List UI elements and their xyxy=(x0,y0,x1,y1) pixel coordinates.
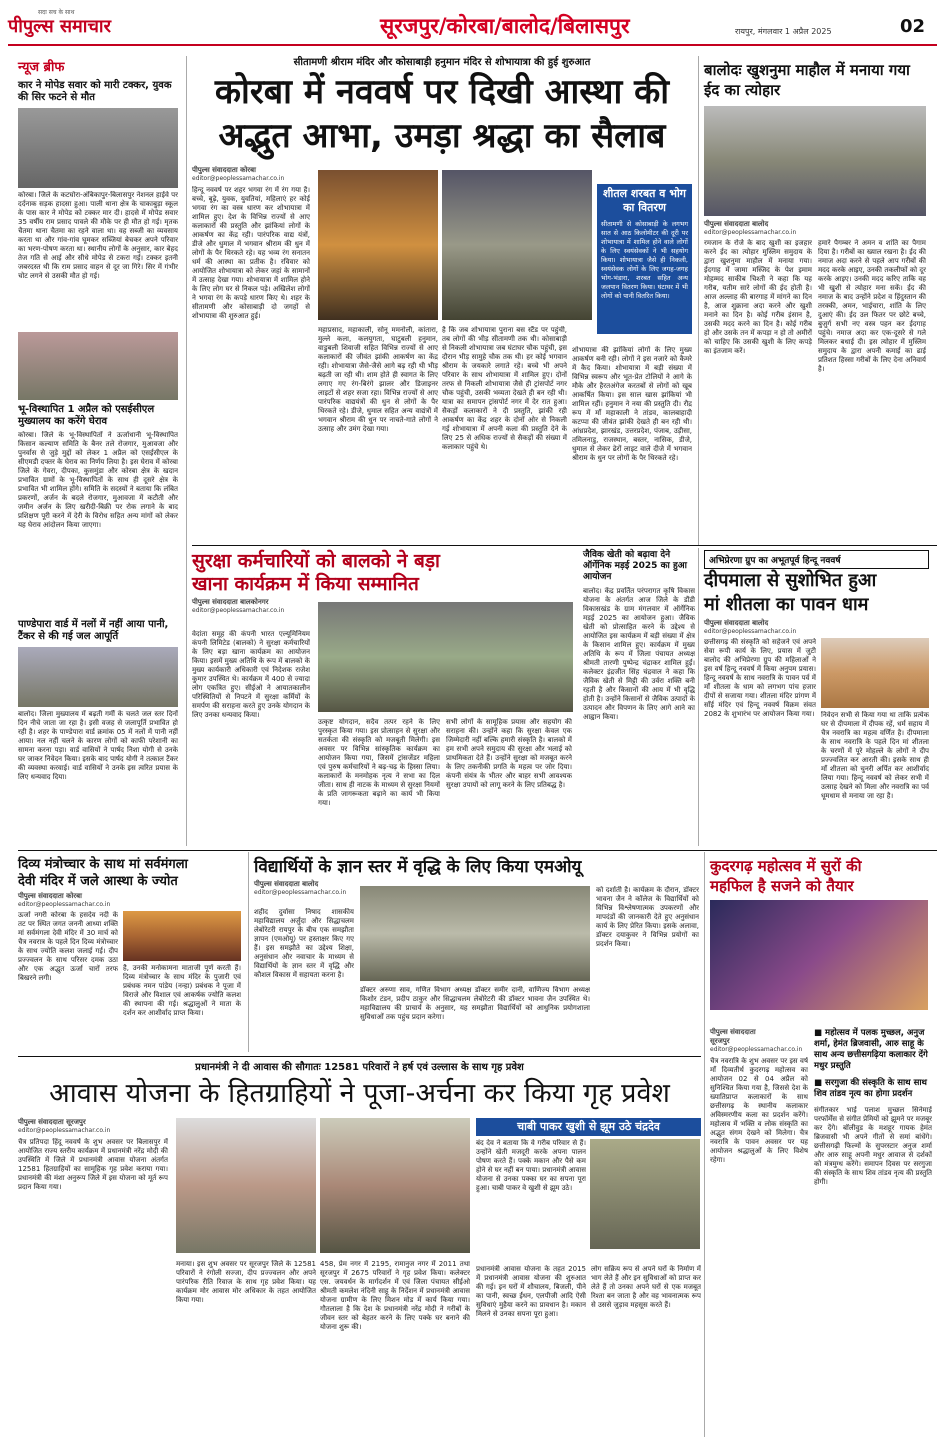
sharbat-title: शीतल शरबत व भोग का वितरण xyxy=(603,187,686,214)
paper-logo[interactable] xyxy=(8,8,188,40)
eid-col1: रमजान के रोजे के बाद खुशी का इजहार करने ईद का त्योहार मुस्लिम समुदाय के द्वारा खुशनुमा माहौल में मनाया गया। ईदगाह में जामा मस्जिद के पेश इमाम मोहम्मद साकीब चिश्ती ने कहा कि यह गरीब, यतीम सारे लोगों की ईद होती है। आज अल्लाह की बारगाह में मांगने का दिन है, आज शुक्राना अदा करने और खुशी मनाने का दिन है। कोई गरीब इंसान है, उसकी मदद करने का दिन है। कोई गरीब हो और उसके तन में कपड़ा न हो तो अमीरों को चाहिए कि उसकी खुशी के लिए कपड़े का इंतजाम करें। xyxy=(704,239,812,355)
security-place: बालकोनगर xyxy=(240,598,269,606)
kudargarh-col2: संगीतकार भाई पलाश मुच्छल सिनेमाई परफॉर्मेंस से संगीत प्रेमियों को झूमने पर मजबूर कर देंगे। बॉलीवुड के मशहूर गायक हेमंत ब्रिजवासी भी अपने गीतों से समां बांधेंगे। छत्तीसगढ़ी फिल्मों के सुपरस्टार अनुज शर्मा और आरु साहू अपनी मधुर आवाज से दर्शकों को मंत्रमुग्ध करेंगे। समापन दिवस पर सरगुजा की संस्कृति के साथ शिव तांडव नृत्य की प्रस्तुति होगी। xyxy=(814,1106,932,1186)
brief2-headline[interactable]: भू-विस्थापित 1 अप्रैल को एसईसीएल मुख्यालय का करेंगे घेराव xyxy=(18,404,155,427)
column-divider xyxy=(698,548,699,846)
mou-headline[interactable]: विद्यार्थियों के ज्ञान स्तर में वृद्धि के लिए किया एमओयू xyxy=(254,857,582,877)
mou-photo xyxy=(360,886,590,981)
eid-story xyxy=(704,60,929,540)
korba-byline: पीपुल्स संवाददाता xyxy=(192,166,238,174)
mou-place: बालोद xyxy=(302,880,319,888)
security-headline-2[interactable]: खाना कार्यक्रम में किया सम्मानित xyxy=(192,573,419,595)
deepmala-story xyxy=(704,550,929,845)
housing-col1: चैत्र प्रतिपदा हिंदू नववर्ष के शुभ अवसर पर बिलासपुर में आयोजित राज्य स्तरीय कार्यक्रम में प्रधानमंत्री नरेंद्र मोदी की उपस्थिति में जिले में प्रधानमंत्री आवास योजना अंतर्गत 12581 हितग्राहियों का सामूहिक गृह प्रवेश कराया गया। प्रधानमंत्री की मंशा अनुरूप जिले में इस योजना को मूर्त रूप प्रदान किया गया। xyxy=(18,1138,168,1191)
korba-place: कोरबा xyxy=(240,166,256,174)
sarva-headline-1[interactable]: दिव्य मंत्रोच्चार के साथ मां सर्वमंगला xyxy=(18,857,188,872)
deepmala-byline: पीपुल्स संवाददाता xyxy=(704,619,750,627)
security-byline: पीपुल्स संवाददाता xyxy=(192,598,238,606)
mou-col2: डॉक्टर अरुणा साव, गणित विभाग अध्यक्ष डॉक्टर समीर दानी, वाणिज्य विभाग अध्यक्ष किशोर टंडन, प्रदीप ठाकुर और सिद्धाचलम लेबोरेटरी की डॉक्टर भावना जैन उपस्थित थे। महाविद्यालय की प्राचार्य के अनुसार, यह समझौता विद्यार्थियों को आधुनिक प्रयोगशाला सुविधाओं तक पहुंच प्रदान करेगा। xyxy=(360,986,590,1021)
eid-byline: पीपुल्स संवाददाता xyxy=(704,220,750,228)
korba-photo-2 xyxy=(442,170,592,320)
section-rule xyxy=(18,1056,701,1057)
kudargarh-col1: चैत्र नवरात्रि के शुभ अवसर पर इस वर्ष माँ दिव्यतीर्थ कुदरगढ़ महोत्सव का आयोजन 02 से 04 अप्रैल को सुनिश्चित किया गया है, जिससे देश के ख्यातिप्राप्त कलाकारों के साथ छत्तीसगढ़ के स्थानीय कलाकार अविस्मरणीय कला का प्रदर्शन करेंगे। महोत्सव में भक्ति व लोक संस्कृति का अद्भुत संगम देखने को मिलेगा। चैत्र नवरात्रि के पावन अवसर पर यह आयोजन श्रद्धालुओं के लिए विशेष रहेगा। xyxy=(710,1057,808,1164)
mou-story xyxy=(254,856,699,1051)
korba-col1: हिन्दू नववर्ष पर शहर भगवा रंग में रंग गया है। बच्चे, बूढ़े, युवक, युवतियां, महिलाएं हर कोई भगवा रंग का वस्त्र धारण कर शोभायात्रा में शामिल हुए। देश के विभिन्न राज्यों से आए कलाकारों की प्रस्तुति और झांकियां लोगों के आकर्षण का केंद्र रही। पारंपरिक वाद्य यंत्रों, डीजे और धुमाल में भगवान श्रीराम की धुन में लोगों के पैर थिरकते रहे। यह भव्य रंग सनातन धर्म की आस्था का प्रतीक है। रविवार को आयोजित शोभायात्रा को लेकर जहां के सामानों में उत्साह देखा गया। शोभायात्रा में शामिल होने के लिए लोग घर से निकल पड़े। अखिलेश लोगों ने भगवा रंग के कपड़े धारण किए थे। शहर के सीतामणी और कोसाबाड़ी दो जगहों से शोभायात्रा की शुरुआत हुई। xyxy=(192,186,310,320)
brief1-text: कोरबा। जिले के कटघोरा-अंबिकापुर-बिलासपुर नेशनल हाईवे पर दर्दनाक सड़क हादसा हुआ। पाली थाना क्षेत्र के चाकाबुड़ा स्कूल के पास कार ने मोपेड को टक्कर मार दी। हादसे में मोपेड सवार 35 वर्षीय राम प्रसाद पावले की मौके पर ही मौत हो गई। मृतक चैतमा थाना चैतमा का रहने वाला था। वह सब्जी का व्यवसाय करता था और गांव-गांव घूमकर सब्जियां बेचकर अपने परिवार का भरण-पोषण करता था। स्थानीय लोगों के अनुसार, कार बेहद तेज गति से आई और सीधे मोपेड से टकरा गई। टक्कर इतनी जबरदस्त थी कि राम प्रसाद वाहन से दूर जा गिरे। सिर में गंभीर चोट लगने से उसकी मौत हो गई। xyxy=(18,191,178,280)
key-sidebox-text: बंद देव ने बताया कि वे गरीब परिवार से हैं। उन्होंने खेती मजदूरी करके अपना पालन पोषण करते हैं। पक्के मकान और पैसे कम होने से घर नहीं बन पाया। प्रधानमंत्री आवास योजना से उनका पक्का घर का सपना पूरा हुआ। चाबी पाकर वे खुशी से झूम उठे। xyxy=(476,1139,586,1192)
brief3-photo xyxy=(18,647,178,707)
kudargarh-bullet1-text: महोत्सव में पलक मुच्छल, अनुज शर्मा, हेमंत ब्रिजवासी, आरु साहू के साथ अन्य छत्तीसगढ़िया कलाकार देंगे मधुर प्रस्तुति xyxy=(814,1028,928,1071)
deepmala-col1: छत्तीसगढ़ की संस्कृति को सहेजने एवं अपने सेवा रूपी कार्य के लिए, प्रयास में जुटी बालोद की अभिप्रेरणा ग्रुप की महिलाओं ने इस वर्ष हिन्दू नववर्ष में किया अनुपम प्रयास। हिन्दू नववर्ष के साथ नवरात्रि के पावन पर्व में माँ शीतला के धाम को लगभग पांच हजार दीपों से सजाया गया। शीतला मंदिर प्रांगण में साँई मंदिर एवं हिन्दू नववर्ष विक्रम संवत 2082 के शुभारंभ पर आयोजन किया गया। xyxy=(704,638,816,718)
housing-col3: 458, प्रेम नगर में 2195, रामानुज नगर में 2011 तथा सूरजपुर में 2675 परिवारों ने गृह प्रवेश किया। कलेक्टर एस. जयवर्धन के मार्गदर्शन में एवं जिला पंचायत सीईओ श्रीमती कमलेश नंदिनी साहू के निर्देशन में प्रधानमंत्री आवास योजना ग्रामीण के लिए मिशन मोड में कार्य किया गया। गौतलाला है कि देश के प्रधानमंत्री नरेंद्र मोदी ने गरीबों के जीवन स्तर को बेहतर करने के लिए पक्के घर बनाने की योजना शुरू की। xyxy=(320,1260,470,1331)
masthead-rule xyxy=(8,44,937,46)
bullet-square-icon: ■ xyxy=(814,1028,825,1038)
korba-byline-block xyxy=(192,166,312,182)
korba-headline-2[interactable]: अद्भुत आभा, उमड़ा श्रद्धा का सैलाब xyxy=(218,116,666,156)
brief3-text: बालोद। जिला मुख्यालय में बढ़ती गर्मी के चलते जल स्तर दिनों दिन नीचे जाता जा रहा है। इसी वजह से जलापूर्ति प्रभावित हो रही है। शहर के पाण्डेपारा वार्ड क्रमांक 05 में नलों में पानी नहीं आया। नल नहीं चलने के कारण लोगों को काफी परेशानी का सामना करना पड़ा। वार्ड वासियों ने पार्षद निशा योगी से उनके घर जाकर निवेदन किया। इसके बाद पार्षद योगी ने तत्काल टैंकर की व्यवस्था करवाई। वार्ड वासियों ने उनके इस त्वरित प्रयास के लिए धन्यवाद दिया। xyxy=(18,710,178,781)
kudargarh-headline-1[interactable]: कुदरगढ़ महोत्सव में सुरों की xyxy=(710,857,862,875)
housing-byline: पीपुल्स संवाददाता xyxy=(18,1118,64,1126)
mou-byline: पीपुल्स संवाददाता xyxy=(254,880,300,888)
news-brief-column xyxy=(18,60,178,845)
korba-photo-1 xyxy=(318,170,438,320)
section-rule xyxy=(192,545,937,546)
column-divider xyxy=(186,56,187,846)
date-line: रायपुर, मंगलवार 1 अप्रैल 2025 xyxy=(735,27,832,36)
brief1-headline[interactable]: कार ने मोपेड सवार को मारी टक्कर, युवक की सिर फटने से मौत xyxy=(18,80,172,103)
sarva-byline: पीपुल्स संवाददाता xyxy=(18,892,64,900)
mou-email[interactable]: editor@peoplessamachar.co.in xyxy=(254,889,347,896)
organic-text: बालोद। केंद्र प्रवर्तित परंपरागत कृषि विकास योजना के अंतर्गत आज जिले के डौंडी विकासखंड के ग्राम मंगलवार में ऑर्गेनिक मड़ई 2025 का आयोजन हुआ। जैविक खेती को प्रोत्साहित करने के उद्देश्य से आयोजित इस कार्यक्रम में बड़ी संख्या में क्षेत्र के किसान शामिल हुए। कार्यक्रम में मुख्य अतिथि के रूप में जिला पंचायत अध्यक्ष श्रीमती तारणी पुष्पेन्द्र चंद्राकर शामिल हुईं। कलेक्टर इंद्रजीत सिंह चंद्रवाल ने कहा कि जैविक खेती से मिट्टी की उर्वरा शक्ति बनी रहती है और किसानों की आय में भी वृद्धि होती है। उन्होंने किसानों से जैविक उत्पादों के उत्पादन और विपणन के लिए आगे आने का आह्वान किया। xyxy=(583,587,695,721)
sharbat-box xyxy=(597,184,692,334)
column-divider xyxy=(248,852,249,1052)
security-col3: सभी लोगों के सामूहिक प्रयास और सहयोग की सराहना की। उन्होंने कहा कि सुरक्षा केवल एक जिम्मेदारी नहीं बल्कि हमारी संस्कृति है। बालको में हम सभी अपने समुदाय की सुरक्षा और भलाई को प्राथमिकता देते हैं। उन्होंने सुरक्षा को मजबूत करने के लिए तकनीकी प्रगति के महत्व पर जोर दिया। कंपनी संयंत्र के भीतर और बाहर सभी आवश्यक सुरक्षा उपायों को लागू करने के लिए प्रतिबद्ध है। xyxy=(446,718,572,789)
kudargarh-byline: पीपुल्स संवाददाता xyxy=(710,1028,756,1036)
sarva-photo xyxy=(123,911,241,961)
eid-email[interactable]: editor@peoplessamachar.co.in xyxy=(704,229,797,236)
korba-col4: शोभायात्रा की झांकियां लोगों के लिए मुख्य आकर्षण बनी रही। लोगों ने इस नजारे को कैमरे में कैद किया। शोभायात्रा में बड़ी संख्या में विभिन्न स्वरूप और भूत-प्रेत टोलियों ने आगे के मौके और हैरतअंगेज करतबों से लोगों को खूब आकर्षित किया। इस साल खास झांकियां भी शामिल रहीं। हनुमान ने नया की प्रस्तुति दी। रौद्र रूप में माँ महाकाली ने तांडव, कालबाहादी कटप्पा की जीवंत झांकी देखते ही बन रही थी। आंध्रप्रदेश, झारखंड, उत्तरप्रदेश, पंजाब, उड़ीसा, तमिलनाडु, राजस्थान, बस्तर, नासिक, डीजे, धुमाल से लेकर ढेरों लाइट वाले दीजे में भगवान श्रीराम के धुन पर लोगों के पैर थिरकते रहे। xyxy=(572,346,692,462)
kudargarh-place: सूरजपुर xyxy=(710,1037,730,1045)
sarva-email[interactable]: editor@peoplessamachar.co.in xyxy=(18,901,111,908)
kudargarh-bullet2-text: सरगुजा की संस्कृति के साथ साथ शिव तांडव नृत्य का होगा प्रदर्शन xyxy=(814,1078,927,1099)
mou-col3: को दर्शाती है। कार्यक्रम के दौरान, डॉक्टर भावना जैन ने कॉलेज के विद्यार्थियों को विभिन्न विश्लेषणात्मक उपकरणों और मापदंडों की जानकारी देते हुए अनुसंधान कार्य के लिए प्रेरित किया। इसके अलावा, डॉक्टर दयाकुवर ने विभिन्न प्रयोगों का प्रदर्शन किया। xyxy=(596,886,699,948)
security-photo xyxy=(318,602,573,712)
kudargarh-email[interactable]: editor@peoplessamachar.co.in xyxy=(710,1046,803,1053)
korba-lead-story xyxy=(192,56,692,541)
page-number: 02 xyxy=(900,16,926,37)
korba-email[interactable]: editor@peoplessamachar.co.in xyxy=(192,175,285,182)
organic-headline[interactable]: जैविक खेती को बढ़ावा देने ऑर्गेनिक मड़ई 2025 का हुआ आयोजन xyxy=(583,550,687,582)
key-sidebox xyxy=(476,1118,701,1258)
deepmala-email[interactable]: editor@peoplessamachar.co.in xyxy=(704,628,797,635)
edition-title: सूरजपुर/कोरबा/बालोद/बिलासपुर xyxy=(380,14,630,38)
sarva-col1: ऊर्जा नगरी कोरबा के हसदेव नदी के तट पर स्थित जगत जननी आध्या शक्ति मां सर्वमंगला देवी मंदिर में 30 मार्च को चैत्र नवरात्र के पहले दिन दिव्य मंत्रोच्चार के साथ ज्योति कलश जलाई गई। दीप प्रज्ज्वलन के साथ परिसर दमक उठा और एक अद्भुत ऊर्जा चारों तरफ बिखरने लगी। xyxy=(18,911,118,982)
deepmala-col2: निवेदन सभी से किया गया था ताकि प्रत्येक घर से दीपमाला में दीपक रहें, धर्म सहाय में चैत्र नवरात्रि का महत्व वर्णित है। दीपमाला के साथ नवरात्रि के पहले दिन मां शीतला के चरणों में पूरे मोहल्ले के लोगों ने दीप प्रज्ज्वलित कर आरती की। इसके साथ ही माँ शीतला को चुनरी अर्पित कर आशीर्वाद लिया गया। हिन्दू नववर्ष को लेकर सभी में उत्साह देखने को मिला और नवरात्रि का पर्व धूमधाम से मनाया जा रहा है। xyxy=(821,711,929,800)
kudargarh-headline-2[interactable]: महफिल है सजने को तैयार xyxy=(710,877,854,895)
housing-photo-2 xyxy=(320,1118,470,1253)
sarva-col2: है, उनकी मनोकामना माताजी पूर्ण करती हैं। दिव्य मंत्रोच्चार के साथ मंदिर के पुजारी एवं प्रबंधक नमन पांडेय (नन्हा) प्रबंधक ने पूजा में विराजे और विशाल एवं आकर्षक ज्योति कलश की स्थापना की गई। श्रद्धालुओं ने माता के दर्शन कर आशीर्वाद प्राप्त किया। xyxy=(123,964,241,1017)
security-email[interactable]: editor@peoplessamachar.co.in xyxy=(192,607,285,614)
kudargarh-bullet1 xyxy=(814,1028,932,1072)
deepmala-place: बालोद xyxy=(752,619,769,627)
deepmala-headline-1[interactable]: दीपमाला से सुशोभित हुआ xyxy=(704,570,877,591)
korba-col3: है कि जब शोभायात्रा पुराना बस स्टैंड पर पहुंची, तब लोगों की भीड़ सीतामणी तक थी। कोसाबाड़ी से निकली शोभायात्रा जब घंटाघर चौक पहुंची, इस दौरान भीड़ सामुहे चौक तक थी। हर कोई भगवान श्रीराम के जयकारे लगाते रहे। बच्चे भी अपने परिवार के साथ शोभायात्रा में शामिल हुए। दोनों तरफ से निकली शोभायात्रा जैसे ही ट्रांसपोर्ट नगर चौक पहुंची, उसकी भव्यता देखते ही बन रही थी। यात्रा का समापन ट्रांसपोर्ट नगर में देर रात हुआ। सैकड़ों कलाकारों ने दी प्रस्तुति, झांकी रही आकर्षण का केंद्र शहर के दोनों ओर से निकली गई शोभायात्रा में अपनी कला की प्रस्तुति देने के लिए 25 से अधिक राज्यों से सैकड़ों की संख्या में कलाकार पहुंचे थे। xyxy=(442,326,567,451)
sarvamangala-story xyxy=(18,856,243,1051)
housing-photo-1 xyxy=(176,1118,316,1253)
eid-photo xyxy=(704,106,926,216)
mou-col1: शहीद दुर्वासा निषाद शासकीय महाविद्यालय अर्जुंदा और सिद्धाचलम लेबोरेटरी रायपुर के बीच एक समझौता ज्ञापन (एमओयू) पर हस्ताक्षर किए गए हैं। इस समझौते का उद्देश्य शिक्षा, अनुसंधान और नवाचार के माध्यम से विद्यार्थियों के ज्ञान स्तर में वृद्धि और कौशल विकास में सहायता करना है। xyxy=(254,908,354,979)
sharbat-text: सीतामणी से कोसाबाड़ी के लगभग सात से आठ किलोमीटर की दूरी पर शोभायात्रा में शामिल होने वाले लोगों के लिए स्वयंसेवकों ने भी सहयोग किया। शोभायात्रा जैसे ही निकली, स्वयंसेवक लोगों के लिए जगह-जगह भोग-भंडारा, शरबत सहित अन्य जलपान वितरण किया। घंटाघर में भी लोगों को पानी वितरित किया। xyxy=(601,220,688,300)
korba-col2: महाप्रसाद, महाकाली, सोनू ममनोली, कांतारा, मुल्ले कला, कलयुगता, घाटुबली हनुमान, वाडुबली शिवाजी सहित विभिन्न राज्यों से आए कलाकारों की जीवंत झांकी आकर्षण का केंद्र रही। शोभायात्रा जैसे-जैसे आगे बढ़ रही थी भीड़ बढ़ती जा रही थी। शाम होते ही स्वागत के लिए लगाए गए रंग-बिरंगे झालर और डिजाइनर लाइटों से शहर सजा रहा। विभिन्न राज्यों से आए पारंपरिक वाद्ययंत्रों की धुन से लोगों के पैर थिरकते रहे। डीजे, धुमाल सहित अन्य वाद्यंत्रों में भगवान श्रीराम की धुन पर नाचते-गाते लोगों ने उत्साह और उमंग देखा गया। xyxy=(318,326,438,433)
security-col1: वेदांता समूह की कंपनी भारत एल्यूमिनियम कंपनी लिमिटेड (बालको) ने सुरक्षा कर्मचारियों के लिए बड़ा खाना कार्यक्रम का आयोजन किया। इसमें मुख्य अतिथि के रूप में बालको के मुख्य कार्यकारी अधिकारी एवं निदेशक राजेश कुमार उपस्थित थे। कार्यक्रम में 400 से ज्यादा लोग एकत्रित हुए। सीईओ ने आयातकालीन परिस्थितियों से निपटने में सुरक्षा कर्मियों के समर्पण की सराहना करते हुए उनके योगदान के लिए उनका धन्यवाद किया। xyxy=(192,630,310,719)
housing-headline[interactable]: आवास योजना के हितग्राहियों ने पूजा-अर्चना कर किया गृह प्रवेश xyxy=(49,1078,670,1109)
kudargarh-story xyxy=(710,856,932,1441)
housing-col5: लोग सक्रिय रूप से अपने घरों के निर्माण में भाग लेते हैं और इन सुविधाओं को प्राप्त कर लेते हैं तो उनका अपने घरों से एक मजबूत रिश्ता बन जाता है और वह भावनात्मक रूप से उससे जुड़ाव महसूस करते हैं। xyxy=(591,1265,701,1309)
housing-story xyxy=(18,1060,701,1435)
section-rule xyxy=(18,850,937,851)
eid-col2: हमारे पैगम्बर ने अमन व शांति का पैगाम दिया है। गरीबों का ख्याल रखना है। ईद की नमाज अदा करने से पहले आप गरीबों की मदद करके आइए, उनकी तकलीफों को दूर करके आइए। उनकी मदद करिए ताकि वह भी खुशी से त्योहार मना सकें। ईद की नमाज के बाद उन्होंने प्रदेश व हिंदुस्तान की तरक्की, अमन, भाईचारा, शांति के लिए दुआएं की। ईद उल फितर पर छोटे बच्चे, बुजुर्ग सभी नए वस्त्र पहन कर ईदगाह पहुंचे। नमाज अदा कर एक-दूसरे से गले मिलकर बधाई दी। इस त्योहार में मुस्लिम समुदाय के द्वारा अपनी कमाई का ढाई प्रतिशत हिस्सा गरीबों के लिए देना अनिवार्य है। xyxy=(818,239,926,373)
korba-kicker: सीतामणी श्रीराम मंदिर और कोसाबाड़ी हनुमान मंदिर से शोभायात्रा की हुई शुरुआत xyxy=(293,57,591,68)
column-divider xyxy=(704,852,705,1437)
security-headline-1[interactable]: सुरक्षा कर्मचारियों को बालको ने बड़ा xyxy=(192,550,440,572)
paper-name: पीपुल्स समाचार xyxy=(8,16,111,37)
brief2-text: कोरबा। जिले के भू-विस्थापितों ने ऊर्जाधानी भू-विस्थापित किसान कल्याण समिति के बैनर तले रोजगार, मुआवजा और पुनर्वास से जुड़े मुद्दों को लेकर 1 अप्रैल को एसईसीएल के सीएमडी दफ्तर के घेराव का निर्णय लिया है। इस घेराव में कोरबा जिले के गेवरा, दीपका, कुसमुंडा और कोरबा क्षेत्र के खदान प्रभावित ग्रामों के भू-विस्थापितों के साथ ही दूसरे क्षेत्र के प्रभावित भी शामिल होंगे। समिति के सदस्यों ने बताया कि लंबित प्रकरणों, अर्जन के बदले रोजगार, मुआवजा में कटौती और जमीन अर्जन के लिए खरीदी-बिक्री पर रोक लगाने के बाद प्रशिक्षण पूरी करने में देरी के विरोध सहित अन्य मांगों को लेकर यह घेराव आंदोलन किया जाएगा। xyxy=(18,431,178,529)
housing-col2: मनाया। इस शुभ अवसर पर सूरजपुर जिले के 12581 परिवारों ने रंगोली सज्जा, दीप प्रज्ज्वलन और अपने पारंपरिक रीति रिवाज के साथ गृह प्रवेश किया। यह कार्यक्रम मोर आवास मोर अधिकार के तहत आयोजित किया गया। xyxy=(176,1260,316,1304)
eid-place: बालोद xyxy=(752,220,769,228)
brief3-headline[interactable]: पाण्डेपारा वार्ड में नलों में नहीं आया पानी, टैंकर से की गई जल आपूर्ति xyxy=(18,619,169,642)
paper-tagline: सदा सच के साथ xyxy=(38,9,75,16)
housing-email[interactable]: editor@peoplessamachar.co.in xyxy=(18,1127,111,1134)
korba-headline-1[interactable]: कोरबा में नववर्ष पर दिखी आस्था की xyxy=(214,72,670,112)
masthead xyxy=(0,0,945,46)
housing-place: सूरजपुर xyxy=(66,1118,86,1126)
key-sidebox-title: चाबी पाकर खुशी से झूम उठे चंद्रदेव xyxy=(476,1118,701,1136)
deepmala-photo xyxy=(821,638,929,708)
security-col2: उत्कृष्ट योगदान, सदैव तत्पर रहने के लिए पुरस्कृत किया गया। इस प्रोत्साहन से सुरक्षा और सतर्कता की संस्कृति को मजबूती मिलेगी। इस अवसर पर विभिन्न सांस्कृतिक कार्यक्रम का आयोजन किया गया, जिसमें ट्रांसजेंडर महिला एवं पुरुष कर्मचारियों ने बढ़-चढ़ के हिस्सा लिया। कलाकारों के मनमोहक नृत्य ने सभा का दिल जीता। साथ ही नाटक के माध्यम से सुरक्षा नियमों के प्रति जागरूकता बढ़ाने का कार्य भी किया गया। xyxy=(318,718,440,807)
sarva-headline-2[interactable]: देवी मंदिर में जले आस्था के ज्योत xyxy=(18,874,178,889)
deepmala-kicker: अभिप्रेरणा ग्रुप का अभूतपूर्व हिन्दू नववर्ष xyxy=(704,550,929,569)
bullet-square-icon: ■ xyxy=(814,1078,825,1088)
security-staff-story xyxy=(192,550,577,845)
kudargarh-photo xyxy=(710,900,928,1010)
news-brief-label: न्यूज ब्रीफ xyxy=(18,60,65,75)
sarva-place: कोरबा xyxy=(66,892,82,900)
brief1-photo xyxy=(18,108,178,188)
kudargarh-bullet2 xyxy=(814,1078,932,1100)
organic-fair-story xyxy=(583,550,695,845)
eid-headline[interactable]: बालोदः खुशनुमा माहौल में मनाया गया ईद का त्योहार xyxy=(704,61,910,99)
key-sidebox-photo xyxy=(590,1139,700,1249)
brief2-photo xyxy=(18,332,178,400)
housing-kicker: प्रधानमंत्री ने दी आवास की सौगातः 12581 परिवारों ने हर्ष एवं उल्लास के साथ गृह प्रवेश xyxy=(18,1060,701,1076)
column-divider xyxy=(698,56,699,546)
deepmala-headline-2[interactable]: मां शीतला का पावन धाम xyxy=(704,594,869,615)
housing-col4: प्रधानमंत्री आवास योजना के तहत 2015 में प्रधानमंत्री आवास योजना की शुरुआत की गई। इन घरों में शौचालय, बिजली, पीने का पानी, स्वच्छ ईंधन, एलपीजी आदि ऐसी सुविधाएं मुहैया करने का प्रावधान है। मकान मिलने से उनका सपना पूरा हुआ। xyxy=(476,1265,586,1318)
